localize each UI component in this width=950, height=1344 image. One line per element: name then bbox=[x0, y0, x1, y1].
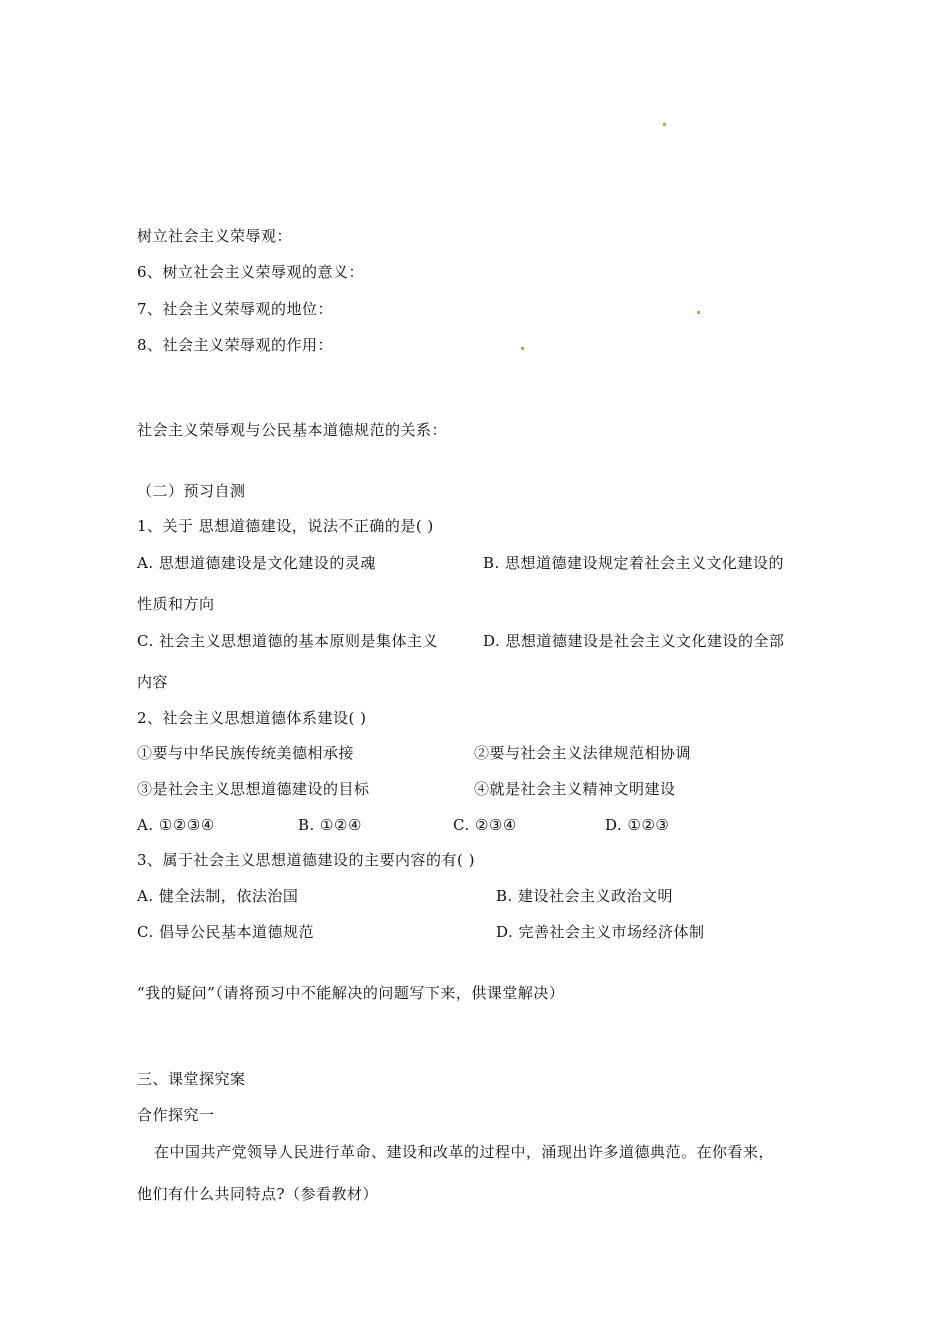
q1-option-d-continued: 内容 bbox=[137, 673, 169, 691]
q2-option-a: A. ①②③④ bbox=[137, 816, 215, 834]
question-8: 8、社会主义荣辱观的作用： bbox=[137, 336, 334, 354]
q3-option-d: D. 完善社会主义市场经济体制 bbox=[496, 923, 705, 941]
q2-option-c: C. ②③④ bbox=[453, 816, 517, 834]
q3-option-c: C. 倡导公民基本道德规范 bbox=[137, 923, 314, 941]
q2-statement-1: ①要与中华民族传统美德相承接 bbox=[137, 744, 355, 762]
q1-option-a: A. 思想道德建设是文化建设的灵魂 bbox=[137, 554, 376, 572]
q2-statement-2: ②要与社会主义法律规范相协调 bbox=[474, 744, 692, 762]
q2-stem: 2、社会主义思想道德体系建设( ) bbox=[137, 709, 367, 727]
q2-statement-4: ④就是社会主义精神文明建设 bbox=[474, 780, 676, 798]
q2-option-d: D. ①②③ bbox=[605, 816, 670, 834]
q2-option-b: B. ①②④ bbox=[298, 816, 362, 834]
q1-option-c: C. 社会主义思想道德的基本原则是集体主义 bbox=[137, 632, 438, 650]
decorative-speck bbox=[697, 311, 700, 314]
q1-option-d: D. 思想道德建设是社会主义文化建设的全部 bbox=[483, 632, 785, 650]
q3-option-a: A. 健全法制，依法治国 bbox=[137, 887, 299, 905]
self-test-heading: （二）预习自测 bbox=[137, 482, 246, 500]
q2-statement-3: ③是社会主义思想道德建设的目标 bbox=[137, 780, 370, 798]
my-questions-prompt: “我的疑问”（请将预习中不能解决的问题写下来，供课堂解决） bbox=[137, 984, 565, 1002]
rongru-heading: 树立社会主义荣辱观： bbox=[137, 227, 293, 245]
decorative-speck bbox=[521, 347, 524, 350]
decorative-speck bbox=[663, 123, 666, 126]
relation-question: 社会主义荣辱观与公民基本道德规范的关系： bbox=[137, 421, 448, 439]
q3-stem: 3、属于社会主义思想道德建设的主要内容的有( ) bbox=[137, 851, 476, 869]
question-6: 6、树立社会主义荣辱观的意义： bbox=[137, 263, 365, 281]
question-7: 7、社会主义荣辱观的地位： bbox=[137, 300, 334, 318]
cooperation-text-line-1: 在中国共产党领导人民进行革命、建设和改革的过程中，涌现出许多道德典范。在你看来， bbox=[154, 1143, 775, 1161]
q3-option-b: B. 建设社会主义政治文明 bbox=[496, 887, 674, 905]
classroom-heading: 三、课堂探究案 bbox=[137, 1070, 246, 1088]
q1-option-b-continued: 性质和方向 bbox=[137, 595, 215, 613]
cooperation-heading: 合作探究一 bbox=[137, 1106, 215, 1124]
cooperation-text-line-2: 他们有什么共同特点?（参看教材） bbox=[137, 1185, 379, 1203]
q1-stem: 1、关于 思想道德建设，说法不正确的是( ) bbox=[137, 517, 434, 535]
q1-option-b: B. 思想道德建设规定着社会主义文化建设的 bbox=[483, 554, 785, 572]
